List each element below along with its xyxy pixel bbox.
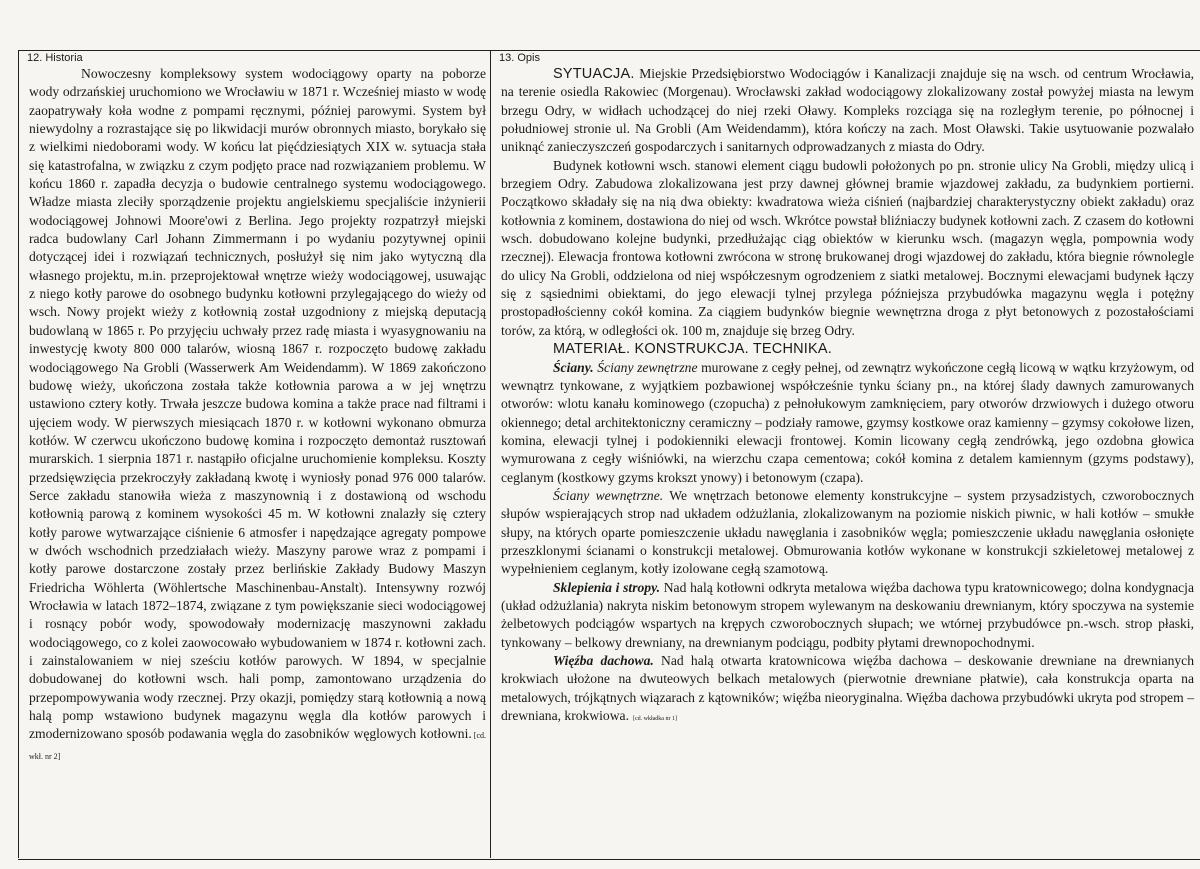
sciany-wew-label: Ściany wewnętrzne. (553, 487, 664, 503)
sklepienia-paragraph (501, 579, 1194, 652)
sciany-wew-paragraph (501, 487, 1194, 579)
section-label-description: 13. Opis (499, 52, 540, 64)
sytuacja-text: Miejskie Przedsiębiorstwo Wodociągów i Kanalizacji znajduje się na wsch. od centrum Wrocławia, na terenie osiedla Rakowiec (Morgenau). Wrocławski zakład wodociągowy zlokalizowany został powyżej miasta na lewym brzegu Odry, w widłach uchodzącej do niej rzeki Oławy. Kompleks rozciąga się na rozległym terenie, po północnej i południowej stronie ul. Na Grobli (Am Weidendamm), która kończy na zach. Most Oławski. Takie usytuowanie pozwalało uniknąć zanieczyszczeń gospodarczych i sanitarnych odprowadzanych z miasta do Odry. (501, 66, 1194, 155)
sklepienia-text: Nad halą kotłowni odkryta metalowa więźba dachowa typu kratownicowego; dolna kondygnacja (układ odżużlania) nakryta niskim betonowym stropem wylewanym na deskowaniu drewnianym, który spoczywa na systemie żelbetowych podciągów wspartych na krępych czworobocznych słupach; we wtórnej przybudówce pn.-wsch. strop płaski, tynkowany – belkowy drewniany, na drewnianym podciągu, podbity płytami drewnopochodnymi. (501, 579, 1194, 650)
sciany-zew-label: Ściany zewnętrzne (597, 359, 698, 375)
budynek-paragraph (501, 157, 1194, 340)
section-label-history: 12. Historia (27, 52, 83, 64)
sciany-wew-text: We wnętrzach betonowe elementy konstrukcyjne – system przysadzistych, czworobocznych słupów wspierających strop nad układem odżużlania, zlokalizowanym na poziomie niskich piwnic, w hali kotłów – smukłe słupy, na których oparte pomieszczenie układu nawęglania i zasobników węgla; pomieszczenie układu nawęglania osłonięte przeszklonymi ścianami o konstrukcji metalowej. Obmurowania kotłów wykonane w konstrukcji szkieletowej metalowej z wypełnieniem ceglanym, kotły izolowane cegłą szamotową. (501, 487, 1194, 577)
history-paragraph-text: Nowoczesny kompleksowy system wodociągowy oparty na poborze wody odrzańskiej uruchomiono we Wrocławiu w 1871 r. Wcześniej miasto w wodę zaopatrywały koła wodne z pompami ręcznymi, później parowymi. System był niewydolny a rozrastające się po likwidacji murów obronnych miasto, borykało się z wielkimi niedoborami wody. W końcu lat pięćdziesiątych XIX w. sytuacja stała się katastrofalna, w związku z czym podjęto prace nad rozwiązaniem problemu. W końcu 1860 r. zapadła decyzja o budowie centralnego systemu wodociągowego. Władze miasta zleciły sporządzenie projektu angielskiemu specjaliście inżynierii wodociągowej Johnowi Moore'owi z Berlina. Jego projekty rozpatrzył miejski radca budowlany Carl Johann Zimmermann i po wydaniu pozytywnej opinii dotyczącej idei i rozwiązań technicznych, posłużył się nim jako wytyczną dla własnego projektu, m.in. przeprojektował wnętrze wieży wodociągowej, usuwając z niego kotły parowe do osobnego budynku kotłowni przylegającego do wieży od wsch. Nowy projekt wieży z kotłownią został uzgodniony z miejską deputacją budowlaną w 1865 r. Po przyjęciu uchwały przez radę miasta i wyasygnowaniu na inwestycję kwoty 800 000 talarów, wiosną 1867 r. rozpoczęto budowę zakładu wodociągowego Na Grobli (Wasserwerk Am Weidendamm). W 1869 zakończono budowę wieży, ukończona została także kotłownia parowa a w jej wnętrzu ustawiono cztery kotły. Trwała jeszcze budowa komina a także prace nad filtrami i ujęciem wody. W pierwszych miesiącach 1870 r. w kotłowni wykonano obmurza kotłów. W czerwcu ukończono budowę komina i rozpoczęto demontaż rusztowań murarskich. 1 sierpnia 1871 r. nastąpiło oficjalne uruchomienie kompleksu. Koszty przedsięwzięcia przekroczyły zakładaną kwotę i wyniosły ponad 976 000 talarów. Serce zakładu stanowiła wieża z maszynownią i z dostawioną od wschodu kotłownią parową z kominem wysokości 45 m. W kotłowni znalazły się cztery kotły parowe wytwarzające ciśnienie 6 atmosfer i napędzające agregaty pompowe w dwóch wschodnich przedziałach wieży. Maszyny parowe wraz z pompami i kotły parowe dostarczone zostały przez berlińskie Zakłady Budowy Maszyn Friedricha Wöhlerta (Wöhlertsche Maschinenbau-Anstalt). Intensywny rozwój Wrocławia w latach 1872–1874, związane z tym powiększanie sieci wodociągowej i rosnący pobór wody, spowodowały modernizację maszynowni zakładu wodociągowego, co z kolei zaowocowało wybudowaniem w 1874 r. kotłowni zach. i zainstalowaniem w niej sześciu kotłów parowych. W 1894, w specjalnie dobudowanej do kotłowni wsch. hali pomp, zamontowano urządzenia do przepompowywania wody rzecznej. Przy okazji, pomiędzy starą kotłownią a nową halą pomp wstawiono budynek magazynu węgla dla kotłów parowych i zmodernizowano sposób podawania węgla do zasobników węglowych kotłowni. (29, 66, 486, 742)
sklepienia-label: Sklepienia i stropy. (553, 579, 661, 595)
history-column (18, 50, 490, 858)
wiezba-paragraph (501, 652, 1194, 728)
wiezba-text: Nad halą otwarta kratownicowa więźba dachowa – deskowanie drewniane na drewnianych krokwiach ułożone na dwuteowych belkach metalowych (pierwotnie drewniane płatwie), cała konstrukcja oparta na metalowych, trójkątnych wiązarach z kątowników; więźba nieoryginalna. Więźba dachowa przybudówki ukryta pod stropem – drewniana, krokwiowa. (501, 653, 1194, 724)
continuation-note-left: [cd. wkł. nr 2] (29, 731, 486, 761)
wiezba-label: Więźba dachowa. (553, 653, 654, 668)
material-heading-line (501, 340, 1194, 358)
continuation-note-right: [cd. wkładka nr 1] (632, 716, 677, 723)
material-heading: MATERIAŁ. KONSTRUKCJA. TECHNIKA. (553, 341, 832, 358)
budynek-text: Budynek kotłowni wsch. stanowi element ciągu budowli położonych po pn. stronie ulicy Na Grobli, między ulicą i brzegiem Odry. Zabudowa zlokalizowana jest przy dawnej głównej bramie wjazdowej zakładu, za budynkiem portierni. Początkowo składały się na nią dwa obiekty: kwadratowa wieża ciśnień (najbardziej charakterystyczny obiekt zakładu) oraz kotłownia z kominem, dostawiona do niej od wsch. Wkrótce powstał bliźniaczy budynek kotłowni zach. Z czasem do kotłowni wsch. dobudowano kolejne budynki, przedłużając ciąg obiektów w kierunku wsch. (magazyn węgla, pompownia wody rzecznej). Elewacja frontowa kotłowni zwrócona w stronę brukowanej drogi wjazdowej do zakładu, która biegnie równolegle do ulicy Na Grobli, oddzielona od niej współczesnym ogrodzeniem z siatki metalowej. Bocznymi elewacjami budynek łączy się z sąsiednimi obiektami, do jego elewacji tylnej przylega późniejsza przybudówka magazynu węgla i potężny prostopadłościenny cokół komina. Za ciągiem budynków biegnie wewnętrzna droga z płyt betonowych z pozostałościami torów, za którą, w odległości ok. 100 m, znajduje się brzeg Odry. (501, 157, 1194, 338)
history-text (19, 65, 488, 766)
sciany-zew-paragraph (501, 359, 1194, 487)
history-paragraph (29, 65, 486, 766)
sytuacja-heading: SYTUACJA. (553, 66, 635, 82)
sytuacja-paragraph (501, 65, 1194, 157)
description-text (491, 65, 1200, 728)
description-column (490, 50, 1200, 858)
sciany-zew-text: murowane z cegły pełnej, od zewnątrz wykończone cegłą licową w wątku krzyżowym, od wewnątrz tynkowane, z wyjątkiem pozbawionej współcześnie tynku ściany pn., na której ślady dawnych zamurowanych otworów: wlotu kanału kominowego (czopucha) z pełnołukowym zamknięciem, pary otworów drzwiowych i dużego otworu okiennego; detal architektoniczny ceramiczny – podziały ramowe, gzymsy kostkowe oraz kamienny – gzymsy cokołowe lizen, komina, elewacji tylnej i podokienniki elewacji frontowej. Komin licowany cegłą zendrówką, jego ozdobna głowica wymurowana z cegły wiśniówki, na wierzchu czapa cementowa; cokół komina z detalem kamiennym (gzyms podstawy), ceglanym (kostkowy gzyms krokszt ynowy) i betonowym (czapa). (501, 359, 1194, 485)
sciany-label: Ściany. (553, 359, 594, 375)
